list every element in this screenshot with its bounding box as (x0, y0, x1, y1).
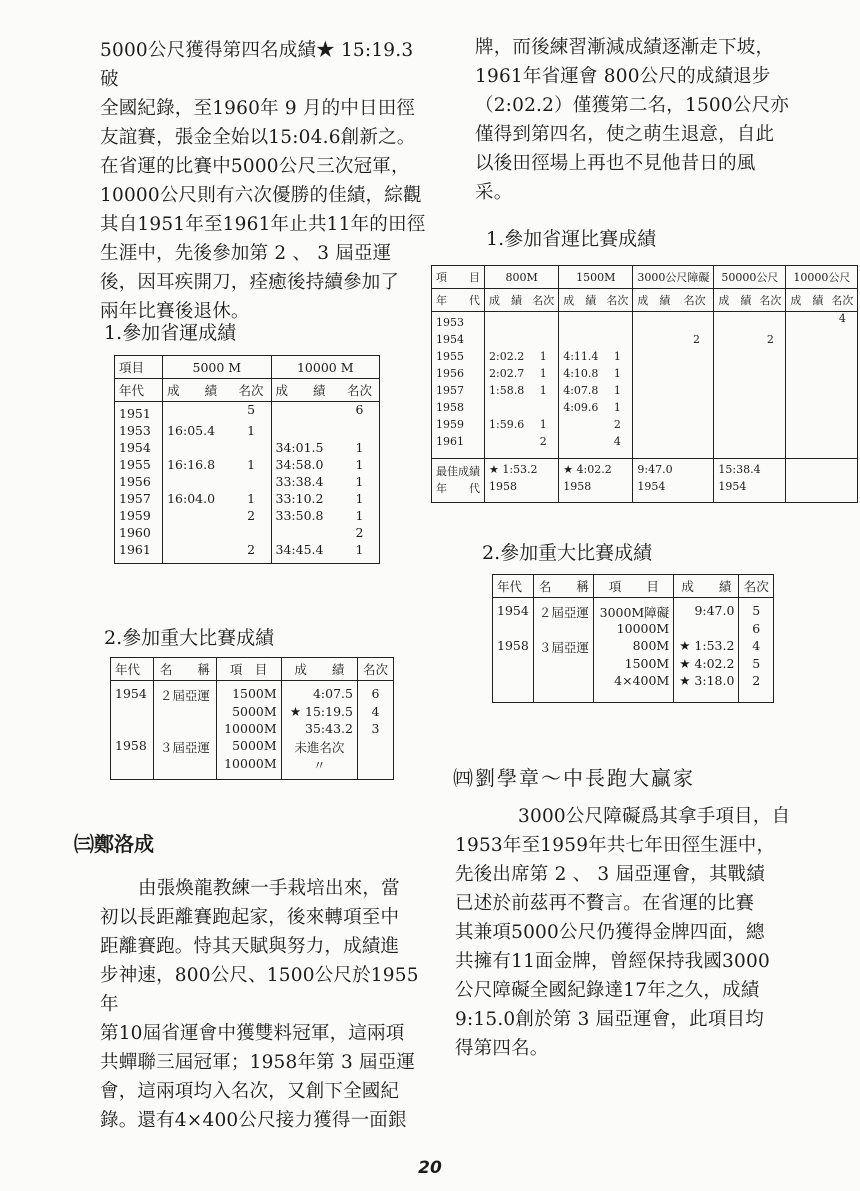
best-years-row: 年 代 1958 1958 1954 1954 (432, 480, 858, 503)
text-line: 兩年比賽後退休。 (100, 301, 250, 322)
table-row: 10000M 6 (493, 621, 774, 638)
table-row: 4×400M ★ 3:18.0 2 (493, 673, 774, 703)
section-liu-paragraph (455, 802, 830, 1063)
text-line: 以後田徑場上再也不見他昔日的風 (475, 153, 756, 174)
text-line: 會，這兩項均入名次，又創下全國紀 (100, 1081, 400, 1102)
text-line: 步神速，800公尺、1500公尺於1955年 (100, 965, 419, 1015)
table-header-cell: 年代 (493, 575, 534, 598)
table-row: 1951 5 6 (119, 402, 364, 421)
table-header-cell: 名次 (739, 575, 774, 598)
table-row: 10000M 〃 (111, 756, 394, 780)
subheading-major: 2.參加重大比賽成績 (104, 627, 275, 649)
major-competitions-table (110, 657, 394, 780)
text-line: 1953年至1959年共七年田徑生涯中， (455, 835, 776, 856)
intro-paragraph (100, 36, 430, 326)
table-header-cell: 名次 (755, 289, 786, 312)
table-header-cell: 成 績 (485, 289, 529, 312)
table-row: 1956 2:02.7 1 4:10.8 1 (432, 367, 858, 384)
table-header-cell: 名 稱 (534, 575, 594, 598)
text-line: 采。 (475, 182, 513, 203)
text-line: 後，因耳疾開刀，痊癒後持續參加了 (100, 272, 400, 293)
table-header-cell: 項目 (115, 356, 163, 379)
table-header-cell: 項 目 (432, 266, 485, 289)
table-header-cell: 項 目 (216, 658, 281, 681)
table-row: 1958 4:09.6 1 (432, 401, 858, 418)
table-header-cell: 名次 (340, 379, 380, 402)
table-header-cell: 名次 (528, 289, 559, 312)
table-header-cell: 1500M (559, 266, 633, 289)
text-line: 1961年省運會 800公尺的成績退步 (475, 66, 771, 87)
section-title-liu: ㈣劉學章～中長跑大贏家 (453, 766, 695, 790)
continuation-paragraph (475, 33, 825, 207)
table-header-cell: 成 績 (674, 575, 739, 598)
text-line: 5000公尺獲得第四名成績★ 15:19.3破 (100, 40, 414, 90)
table-row: 1957 16:04.0 1 33:10.2 1 (119, 491, 364, 506)
table-header-cell: 成 績 (633, 289, 680, 312)
table-header-cell: 項 目 (594, 575, 674, 598)
text-line: 錄。還有4×400公尺接力獲得一面銀 (100, 1110, 407, 1131)
best-results-row: 最佳成績 ★ 1:53.2 ★ 4:02.2 9:47.0 15:38.4 (432, 459, 858, 481)
text-line: 已述於前茲再不贅言。在省運的比賽 (455, 893, 755, 914)
table-header-cell: 成 績 (559, 289, 603, 312)
table-header-cell: 3000公尺障礙 (633, 266, 714, 289)
text-line: 先後出席第 2 、 3 屆亞運會，其戰績 (455, 864, 766, 885)
page-number: 20 (418, 1158, 442, 1178)
subheading-provincial: 1.參加省運成績 (104, 322, 237, 344)
text-line: 共擁有11面金牌，曾經保持我國3000 (455, 951, 770, 972)
table-row: 1955 2:02.2 1 4:11.4 1 (432, 350, 858, 367)
text-line: 公尺障礙全國紀錄達17年之久，成績 (455, 980, 760, 1001)
table-header-cell: 成 績 (281, 658, 357, 681)
table-header-cell: 成 績 (714, 289, 756, 312)
table-row: 1954 34:01.5 1 (119, 440, 364, 455)
major-competitions-table-2 (492, 574, 774, 703)
provincial-results-table-2 (431, 265, 858, 503)
table-header-cell: 800M (485, 266, 559, 289)
text-line: 在省運的比賽中5000公尺三次冠軍， (100, 156, 410, 177)
table-header-cell: 成 績 (786, 289, 828, 312)
table-header-cell: 名次 (680, 289, 714, 312)
table-header-cell: 年 代 (432, 289, 485, 312)
table-header-cell: 50000公尺 (714, 266, 786, 289)
text-line: 得第四名。 (455, 1038, 549, 1059)
table-row: 5000M ★ 15:19.5 4 (111, 704, 394, 721)
table-header-cell: 年代 (115, 379, 163, 402)
text-line: 9:15.0創於第 3 屆亞運會，此項目均 (455, 1009, 764, 1030)
table-row: 1959 1:59.6 1 2 (432, 418, 858, 435)
subheading-provincial-2: 1.參加省運比賽成績 (486, 228, 657, 250)
provincial-results-table (114, 355, 380, 564)
table-row: 1960 2 (119, 525, 364, 540)
text-line: （2:02.2）僅獲第二名，1500公尺亦 (475, 95, 789, 116)
text-line: 生涯中，先後參加第 2 、 3 屆亞運 (100, 243, 392, 264)
section-zheng-paragraph (100, 874, 430, 1135)
table-row: 1954 2 2 (432, 333, 858, 350)
table-header-cell: 名 稱 (154, 658, 216, 681)
text-line: 友誼賽，張金全始以15:04.6創新之。 (100, 127, 416, 148)
table-row: 1955 16:16.8 1 34:58.0 1 (119, 457, 364, 472)
table-row: 1500M ★ 4:02.2 5 (493, 656, 774, 673)
text-line: 其自1951年至1961年止共11年的田徑 (100, 214, 426, 235)
table-row: 1954 ２屆亞運 1500M 4:07.5 6 (111, 681, 394, 705)
table-row: 1959 2 33:50.8 1 (119, 508, 364, 523)
text-line: 全國紀錄，至1960年 9 月的中日田徑 (100, 98, 416, 119)
text-line: 其兼項5000公尺仍獲得金牌四面，總 (455, 922, 765, 943)
text-line: 第10屆省運會中獲雙料冠軍，這兩項 (100, 1023, 405, 1044)
table-header-cell: 名次 (357, 658, 393, 681)
table-row: 1953 4 (432, 312, 858, 334)
text-line: 3000公尺障礙爲其拿手項目，自 (518, 806, 791, 827)
table-row: 1958 ３屆亞運 800M ★ 1:53.2 4 (493, 638, 774, 656)
table-header-cell: 名次 (827, 289, 858, 312)
table-row: 1957 1:58.8 1 4:07.8 1 (432, 384, 858, 401)
table-row: 1956 33:38.4 1 (119, 474, 364, 489)
text-line: 由張煥龍教練一手栽培出來，當 (138, 878, 400, 899)
table-header-cell: 5000 M (163, 356, 271, 379)
table-header-cell: 成 績 (271, 379, 340, 402)
text-line: 牌，而後練習漸減成績逐漸走下坡， (475, 37, 775, 58)
section-title-zheng: ㈢鄭洛成 (74, 832, 154, 856)
table-header-cell: 年代 (111, 658, 154, 681)
table-row: 1958 ３屆亞運 5000M 未進名次 (111, 738, 394, 756)
text-line: 初以長距離賽跑起家，後來轉項至中 (100, 907, 400, 928)
table-header-cell: 名次 (602, 289, 633, 312)
text-line: 10000公尺則有六次優勝的佳績，綜觀 (100, 185, 422, 206)
text-line: 僅得到第四名，使之萌生退意，自此 (475, 124, 775, 145)
table-header-cell: 10000公尺 (786, 266, 858, 289)
table-row: 1961 2 34:45.4 1 (115, 542, 380, 564)
table-header-cell: 成 績 (163, 379, 232, 402)
table-header-cell: 10000 M (271, 356, 379, 379)
subheading-major-2: 2.參加重大比賽成績 (482, 542, 653, 564)
table-row: 1954 ２屆亞運 3000M障礙 9:47.0 5 (493, 598, 774, 622)
text-line: 共蟬聯三屆冠軍；1958年第 3 屆亞運 (100, 1052, 416, 1073)
table-header-cell: 名次 (232, 379, 271, 402)
text-line: 距離賽跑。恃其天賦與努力，成績進 (100, 936, 400, 957)
table-row: 1953 16:05.4 1 (115, 423, 380, 440)
table-row: 1961 2 4 (432, 435, 858, 459)
table-row: 10000M 35:43.2 3 (111, 721, 394, 738)
